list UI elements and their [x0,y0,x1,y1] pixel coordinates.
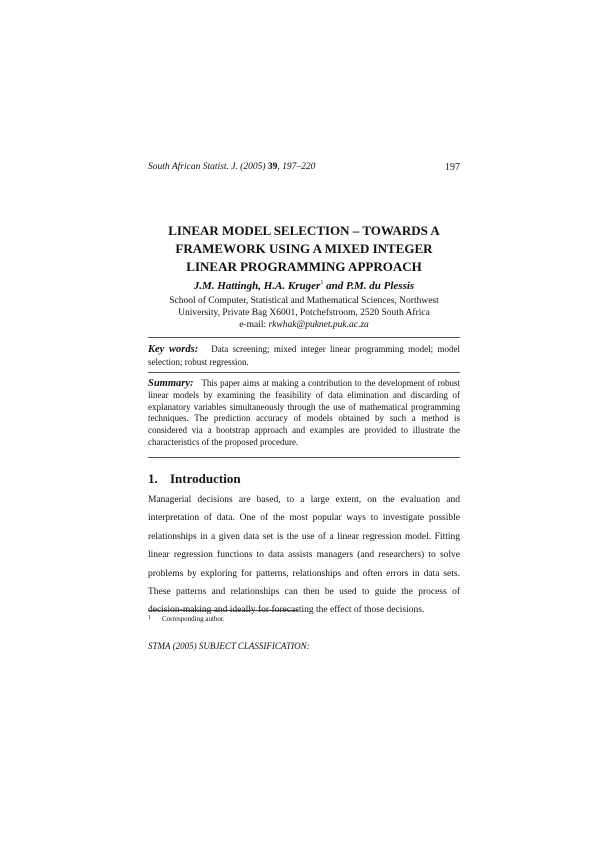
keywords-label: Key words: [148,344,199,355]
summary-text: This paper aims at making a contribution to the development of robust linear models by examining the feasibility of data elimination and discarding of explanatory variables simultaneously through the use of mathematical programming techniques. The prediction accuracy of models obtained by such a method is considered via a bootstrap approach and examples are provided to illustrate the characteristics of the proposed procedure. [148,378,460,447]
keywords-block [148,343,460,368]
footnote [148,613,460,624]
author-list: J.M. Hattingh, H.A. Kruger$^1$ and P.M. du Plessis [193,280,415,292]
section-heading [148,471,460,487]
subject-classification: STMA (2005) SUBJECT CLASSIFICATION: [148,641,310,651]
title-line-1: LINEAR MODEL SELECTION – TOWARDS A [168,223,440,238]
author-footnote-mark: 1 [320,280,324,286]
footnote-rule [148,610,298,611]
email-line: e-mail: rkwhak@puknet.puk.ac.za [239,320,369,330]
keywords-text: Data screening; mixed integer linear programming model; model selection; robust regression. [148,344,461,367]
affiliation-line-2: University, Private Bag X6001, Potchefstroom, 2520 South Africa [178,308,430,318]
section-number: 1. [148,471,158,486]
journal-pages: , 197–220 [277,162,316,172]
divider-middle [148,372,460,373]
affiliation [148,295,460,331]
summary-label: Summary: [148,378,194,389]
paper-title [148,222,460,276]
title-line-3: LINEAR PROGRAMMING APPROACH [186,259,422,274]
divider-top [148,337,460,338]
running-head [148,162,460,176]
footnote-mark: 1 [148,615,151,621]
page-number: 197 [445,162,460,173]
footnote-text: Corresponding author. [162,615,225,623]
journal-volume: 39 [267,162,278,172]
title-line-2: FRAMEWORK USING A MIXED INTEGER [175,241,433,256]
intro-paragraph: Managerial decisions are based, to a large extent, on the evaluation and interpretation of data. One of the most popular ways to investigate possible relationships in a given data set is the use of a linear regression model. Fitting linear regression functions to data assists managers (and researchers) to solve problems by exploring for patterns, relationships and often errors in data sets. These patterns and relationships can then be used to guide the process of decision-making and ideally for forecasting the effect of those decisions. [148,495,460,616]
section-title: Introduction [170,471,241,486]
affiliation-line-1: School of Computer, Statistical and Mathematical Sciences, Northwest [169,296,439,306]
divider-bottom [148,457,460,458]
summary-block [148,378,460,449]
journal-citation: South African Statist. J. (2005) 39, 197–220 [148,162,316,172]
email-address: rkwhak@puknet.puk.ac.za [268,320,369,330]
